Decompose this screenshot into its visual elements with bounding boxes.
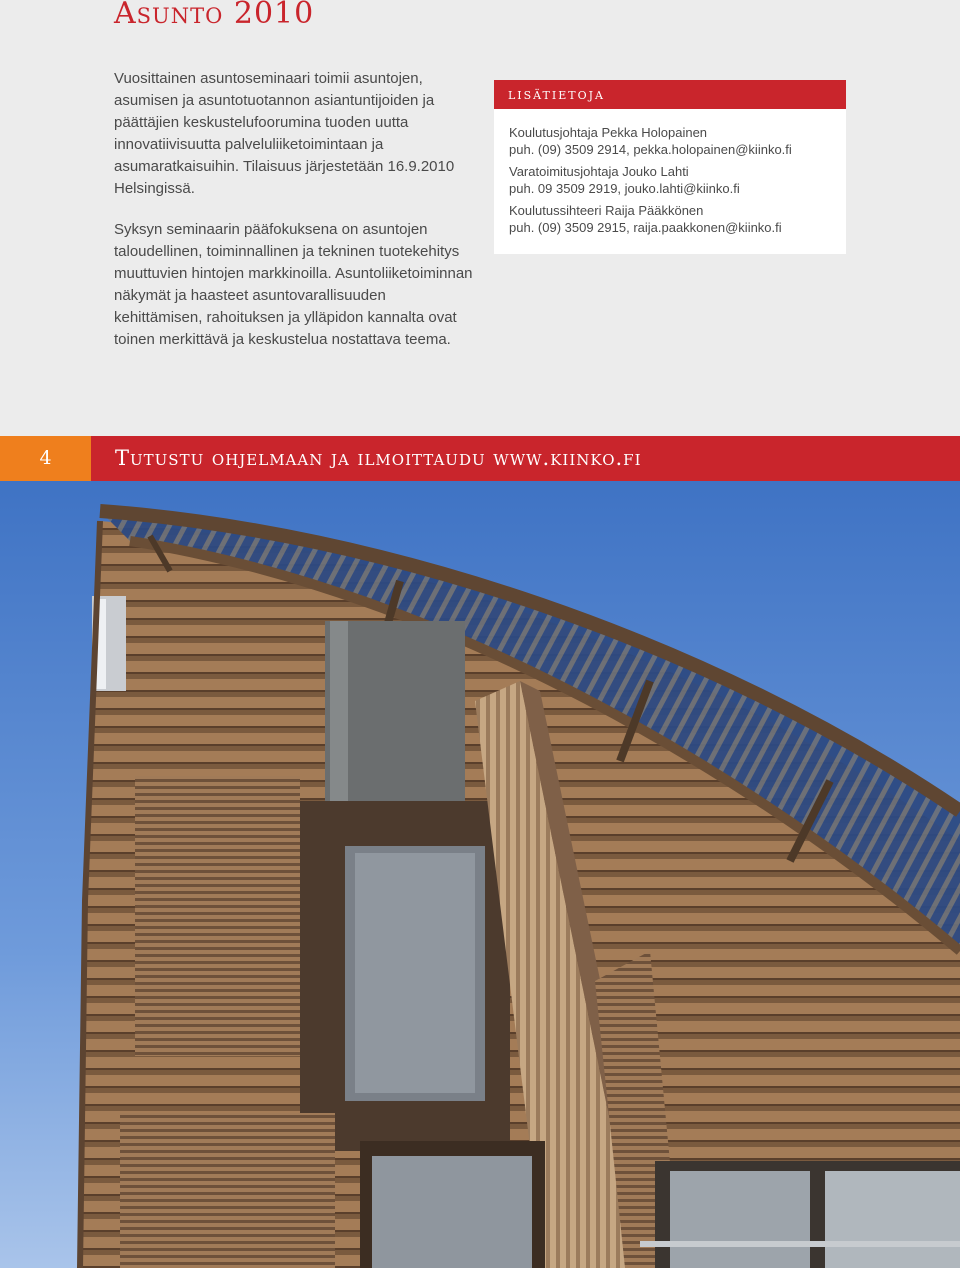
info-heading: lisätietoja: [494, 80, 846, 109]
intro-paragraph: Vuosittainen asuntoseminaari toimii asuntojen, asumisen ja asuntotuotannon asiantuntijoiden ja päättäjien keskustelufoorumina tuoden uutta innovatiivisuutta palveluliiketoimintaan ja asumaratkaisuihin. Tilaisuus järjestetään 16.9.2010 Helsingissä.: [114, 70, 455, 197]
intro-paragraph: Syksyn seminaarin pääfokuksena on asuntojen taloudellinen, toiminnallinen ja tekninen tuotekehitys muuttuvien hintojen markkinoilla. Asuntoliiketoiminnan näkymät ja haasteet asuntovarallisuuden kehittämisen, rahoituksen ja ylläpidon kannalta ovat toinen merkittävä ja keskustelua nostattava teema.: [114, 221, 473, 348]
contact-name: Varatoimitusjohtaja Jouko Lahti: [509, 164, 689, 179]
contact-name: Koulutussihteeri Raija Pääkkönen: [509, 203, 704, 218]
contact-item: [509, 163, 832, 197]
contact-item: [509, 124, 832, 158]
page-number: 4: [0, 436, 91, 481]
intro-text: [114, 68, 474, 370]
building-photo: [0, 481, 960, 1268]
header-area: [0, 0, 960, 436]
banner-link-text[interactable]: Tutustu ohjelmaan ja ilmoittaudu www.kiinko.fi: [115, 446, 642, 470]
page-title: Asunto 2010: [114, 0, 315, 31]
contact-list: [494, 109, 846, 236]
banner: [0, 436, 960, 481]
info-box: [494, 80, 846, 254]
contact-details[interactable]: puh. (09) 3509 2914, pekka.holopainen@kiinko.fi: [509, 142, 792, 157]
building-photo-illustration: [0, 481, 960, 1268]
contact-details[interactable]: puh. (09) 3509 2915, raija.paakkonen@kiinko.fi: [509, 220, 782, 235]
contact-item: [509, 202, 832, 236]
contact-name: Koulutusjohtaja Pekka Holopainen: [509, 125, 708, 140]
contact-details[interactable]: puh. 09 3509 2919, jouko.lahti@kiinko.fi: [509, 181, 740, 196]
